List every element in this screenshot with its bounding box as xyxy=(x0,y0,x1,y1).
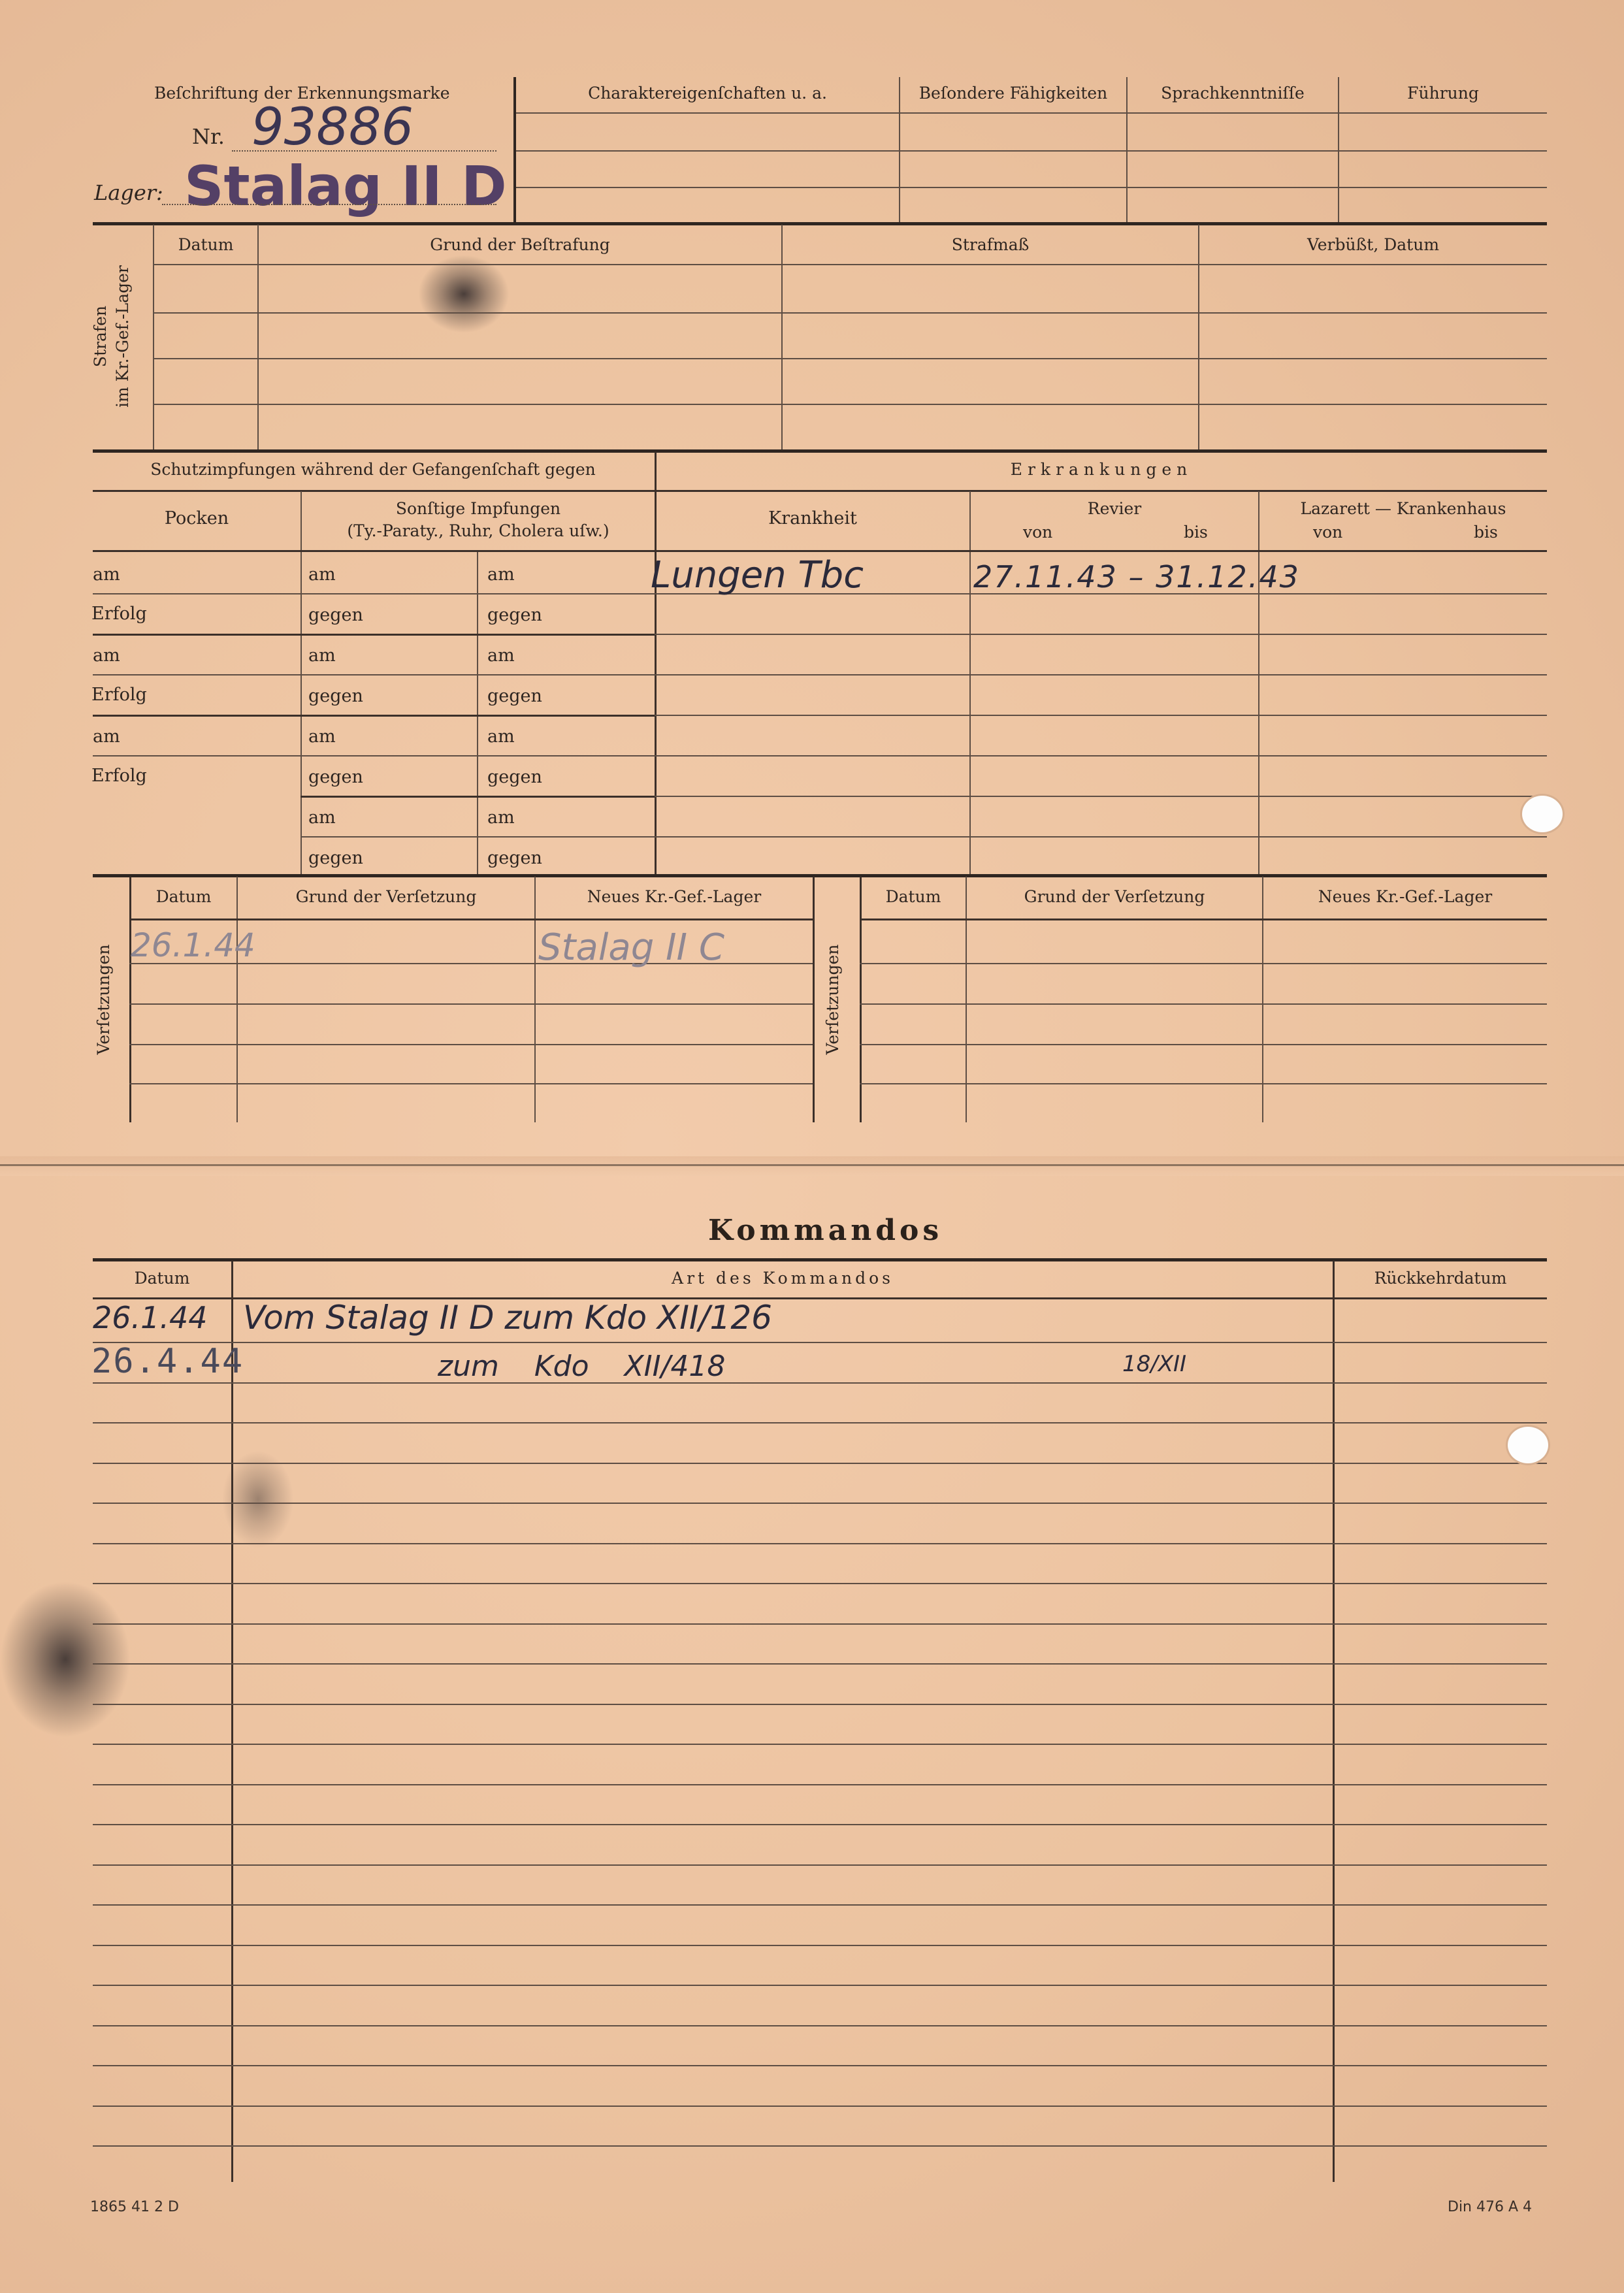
kommandos-rule xyxy=(93,1784,1547,1785)
other-gegen-1a: gegen xyxy=(308,605,363,625)
punch-hole xyxy=(1508,1427,1548,1463)
hospital-from: von xyxy=(1313,523,1343,542)
nr-label: Nr. xyxy=(192,124,225,149)
pocken-am-2: am xyxy=(93,645,120,666)
fold-shade xyxy=(0,1156,1624,1176)
kommandos-rule xyxy=(93,1342,1547,1343)
sickbay-entry: 27.11.43 – 31.12.43 xyxy=(973,559,1300,594)
ink-smudge xyxy=(0,1581,131,1738)
kommandos-rule xyxy=(93,1864,1547,1866)
pocken-am-1: am xyxy=(93,564,120,585)
other-gegen-3a: gegen xyxy=(308,767,363,787)
transfer-col-reason-2: Grund der Verſetzung xyxy=(1024,887,1205,906)
transfer-entry-date: 26.1.44 xyxy=(131,926,255,964)
vacc-title: Schutzimpfungen während der Gefangenſchaft gegen xyxy=(150,460,596,479)
other-gegen-2b: gegen xyxy=(487,686,542,706)
kommandos-rule xyxy=(93,1904,1547,1906)
other-gegen-4a: gegen xyxy=(308,848,363,868)
other-am-1b: am xyxy=(487,564,515,585)
punch-hole xyxy=(1522,796,1563,832)
other-am-4b: am xyxy=(487,807,515,828)
other-am-3a: am xyxy=(308,726,336,747)
col-other-vacc-sub: (Ty.-Paraty., Ruhr, Cholera uſw.) xyxy=(347,521,609,540)
sickbay-from: von xyxy=(1023,523,1053,542)
din-format: Din 476 A 4 xyxy=(1448,2199,1533,2215)
kommandos-rule xyxy=(93,1543,1547,1544)
kommandos-rule xyxy=(93,1422,1547,1423)
transfer-col-reason-1: Grund der Verſetzung xyxy=(295,887,477,906)
kommandos-rule xyxy=(93,1623,1547,1625)
kommandos-rule xyxy=(93,1503,1547,1504)
nr-value: 93886 xyxy=(252,98,414,157)
other-am-1a: am xyxy=(308,564,336,585)
kdo-row-2-type: zum Kdo XII/418 xyxy=(438,1350,726,1383)
other-gegen-4b: gegen xyxy=(487,848,542,868)
kdo-row-1-date: 26.1.44 xyxy=(93,1300,208,1335)
form-number: 1865 41 2 D xyxy=(90,2199,179,2215)
lager-stamp: Stalag II D xyxy=(184,154,507,218)
other-am-2a: am xyxy=(308,645,336,666)
kommandos-title: Kommandos xyxy=(708,1214,943,1247)
kdo-row-2-note: 18/XII xyxy=(1122,1351,1187,1377)
other-am-3b: am xyxy=(487,726,515,747)
fold-line xyxy=(0,1164,1624,1166)
illness-title: Erkrankungen xyxy=(1010,460,1193,479)
kdo-col-return: Rückkehrdatum xyxy=(1374,1269,1507,1288)
kommandos-rule xyxy=(93,2106,1547,2107)
pocken-erfolg-1: Erfolg xyxy=(91,604,147,624)
kommandos-rule xyxy=(93,1945,1547,1946)
transfers-side-label-1: Verſetzungen xyxy=(94,944,113,1055)
kommandos-rule xyxy=(93,2145,1547,2147)
col-smallpox: Pocken xyxy=(164,508,229,529)
lager-label: Lager: xyxy=(94,180,163,205)
illness-entry: Lungen Tbc xyxy=(651,554,864,596)
kommandos-rule xyxy=(93,2025,1547,2026)
other-am-2b: am xyxy=(487,645,515,666)
col-hospital: Lazarett — Krankenhaus xyxy=(1300,499,1506,518)
sickbay-to: bis xyxy=(1184,523,1208,542)
transfer-col-date-1: Datum xyxy=(155,887,212,906)
transfer-col-camp-1: Neues Kr.-Gef.-Lager xyxy=(587,887,762,906)
col-other-vacc: Sonſtige Impfungen xyxy=(395,499,561,518)
kommandos-rule xyxy=(93,1704,1547,1705)
col-skills-header: Beſondere Fähigkeiten xyxy=(918,84,1108,103)
kommandos-rule xyxy=(93,1663,1547,1665)
pocken-erfolg-2: Erfolg xyxy=(91,685,147,705)
other-gegen-1b: gegen xyxy=(487,605,542,625)
kdo-row-1-type: Vom Stalag II D zum Kdo XII/126 xyxy=(243,1299,772,1337)
pun-col-date: Datum xyxy=(178,235,234,254)
col-character-header: Charaktereigenſchaften u. a. xyxy=(588,84,827,103)
kommandos-rule xyxy=(93,1463,1547,1464)
col-sickbay: Revier xyxy=(1087,499,1142,518)
pocken-am-3: am xyxy=(93,726,120,747)
transfer-col-date-2: Datum xyxy=(885,887,941,906)
kommandos-rule xyxy=(93,1382,1547,1384)
transfer-entry-camp: Stalag II C xyxy=(538,926,724,969)
kdo-col-type: Art des Kommandos xyxy=(672,1269,894,1288)
transfer-col-camp-2: Neues Kr.-Gef.-Lager xyxy=(1318,887,1493,906)
other-gegen-2a: gegen xyxy=(308,686,363,706)
kdo-col-date: Datum xyxy=(134,1269,190,1288)
pun-col-penalty: Strafmaß xyxy=(951,235,1030,254)
col-conduct-header: Führung xyxy=(1407,84,1479,103)
kommandos-rule xyxy=(93,1583,1547,1584)
other-am-4a: am xyxy=(308,807,336,828)
kdo-row-2-date: 26.4.44 xyxy=(91,1342,244,1381)
pun-col-served: Verbüßt, Datum xyxy=(1307,235,1440,254)
inscription-label: Beſchriftung der Erkennungsmarke xyxy=(154,84,450,103)
pocken-erfolg-3: Erfolg xyxy=(91,766,147,786)
col-illness: Krankheit xyxy=(768,508,857,529)
kommandos-rule xyxy=(93,1985,1547,1986)
kommandos-rule xyxy=(93,1824,1547,1825)
transfers-side-label-2: Verſetzungen xyxy=(823,944,842,1055)
pun-col-reason: Grund der Beſtrafung xyxy=(430,235,610,254)
col-languages-header: Sprachkenntniſſe xyxy=(1161,84,1305,103)
hospital-to: bis xyxy=(1474,523,1498,542)
other-gegen-3b: gegen xyxy=(487,767,542,787)
kommandos-rule xyxy=(93,1744,1547,1745)
ink-smudge xyxy=(418,255,510,333)
punishments-side-label: Strafen im Kr.-Gef.-Lager xyxy=(91,265,132,408)
kommandos-rule xyxy=(93,2065,1547,2066)
